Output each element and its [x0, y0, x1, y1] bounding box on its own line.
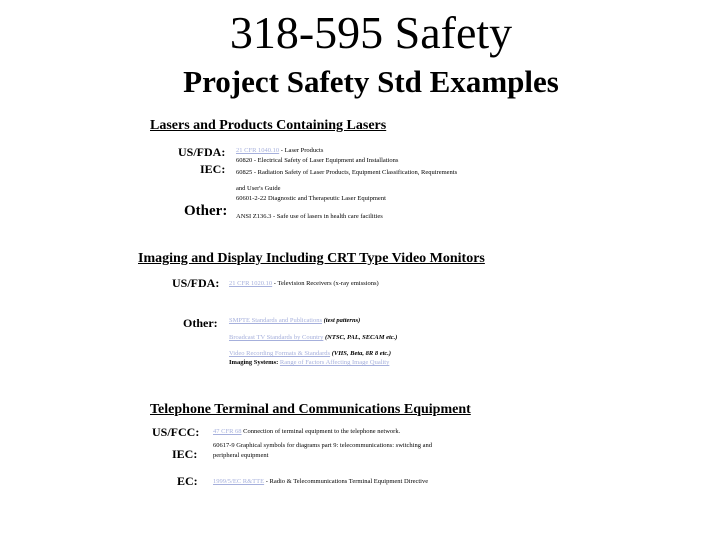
page-subtitle: Project Safety Std Examples	[183, 64, 559, 99]
iec-line: and User's Guide	[236, 185, 281, 192]
text: Connection of terminal equipment to the telephone network.	[241, 428, 401, 435]
iec-line: 60617-9 Graphical symbols for diagrams part 9: telecommunications: switching and	[213, 442, 432, 449]
section-heading-lasers: Lasers and Products Containing Lasers	[150, 118, 387, 133]
imaging-label: Imaging Systems:	[229, 359, 280, 366]
iec-line: peripheral equipment	[213, 452, 269, 459]
page-title: 318-595 Safety	[229, 7, 513, 58]
link-broadcast-tv[interactable]: Broadcast TV Standards by Country	[229, 334, 324, 341]
text: - Laser Products	[279, 147, 324, 154]
section-heading-imaging: Imaging and Display Including CRT Type Video Monitors	[138, 251, 485, 266]
note: (VHS, Beta, 8R 8 etc.)	[330, 350, 392, 357]
other-text: ANSI Z136.3 - Safe use of lasers in health care facilities	[236, 213, 383, 220]
link-47cfr68[interactable]: 47 CFR 68	[213, 428, 242, 435]
link-image-quality[interactable]: Range of Factors Affecting Image Quality	[279, 359, 390, 366]
label-ec: EC:	[177, 474, 198, 488]
label-us-fcc: US/FCC:	[152, 425, 200, 439]
text: - Radio & Telecommunications Terminal Equipment Directive	[264, 478, 429, 485]
label-us-fda: US/FDA:	[172, 276, 220, 290]
label-other: Other:	[184, 203, 228, 219]
link-rtte[interactable]: 1999/5/EC R&TTE	[213, 478, 265, 485]
note: (test patterns)	[321, 317, 361, 324]
note: (NTSC, PAL, SECAM etc.)	[323, 334, 398, 341]
iec-line: 60825 - Radiation Safety of Laser Products, Equipment Classification, Requirements	[236, 169, 458, 176]
link-21cfr1020[interactable]: 21 CFR 1020.10	[229, 280, 273, 287]
label-iec: IEC:	[200, 162, 226, 176]
link-smpte[interactable]: SMPTE Standards and Publications	[229, 317, 322, 324]
label-other: Other:	[183, 316, 218, 330]
link-21cfr1040[interactable]: 21 CFR 1040.10	[236, 147, 280, 154]
iec-line: 60601-2-22 Diagnostic and Therapeutic Laser Equipment	[236, 195, 386, 202]
section-heading-telephone: Telephone Terminal and Communications Equipment	[150, 402, 471, 417]
label-iec: IEC:	[172, 447, 198, 461]
label-us-fda: US/FDA:	[178, 145, 226, 159]
iec-line: 60820 - Electrical Safety of Laser Equipment and Installations	[236, 157, 399, 164]
text: - Television Receivers (x-ray emissions)	[272, 280, 379, 287]
link-video-formats[interactable]: Video Recording Formats & Standards	[229, 350, 331, 357]
